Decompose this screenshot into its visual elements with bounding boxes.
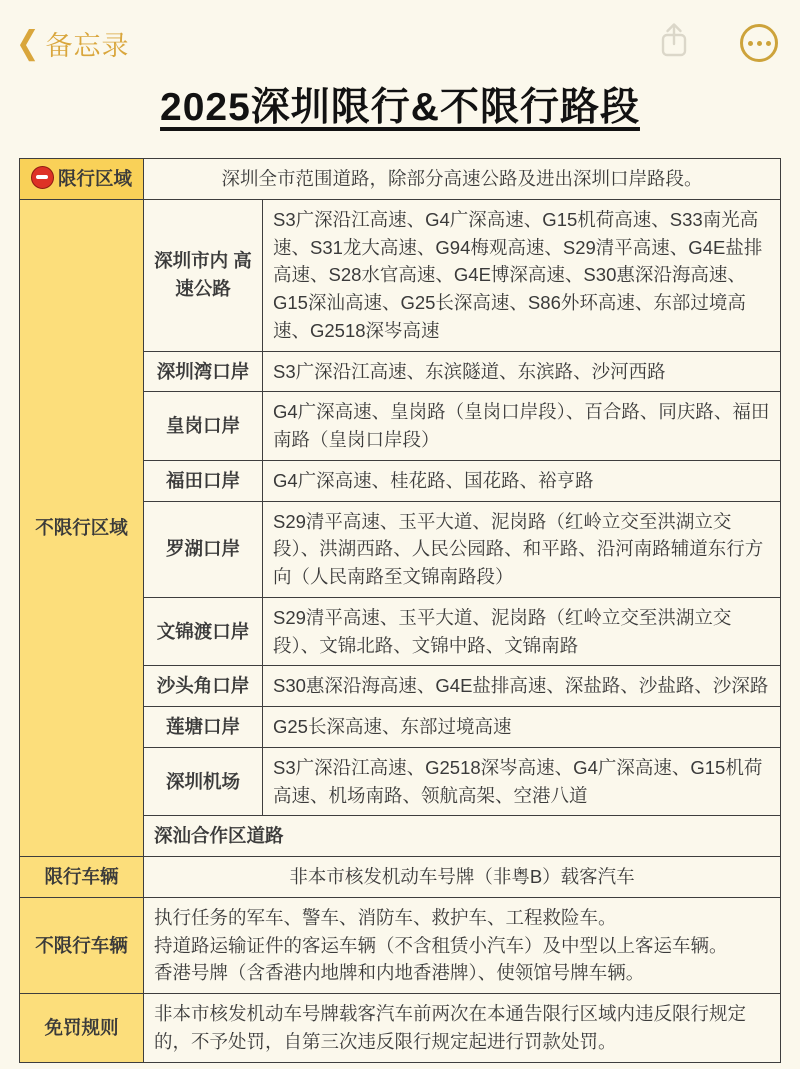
sublabel-shenzhen-bay-port: 深圳湾口岸 xyxy=(144,351,263,392)
sublabel-shenzhen-highways: 深圳市内 高速公路 xyxy=(144,199,263,351)
table-row xyxy=(20,857,781,898)
no-entry-icon xyxy=(31,166,54,189)
restricted-area-label: 限行区域 xyxy=(20,159,144,200)
restricted-area-content: 深圳全市范围道路，除部分高速公路及进出深圳口岸路段。 xyxy=(144,159,781,200)
content-luohu-port: S29清平高速、玉平大道、泥岗路（红岭立交至洪湖立交段）、洪湖西路、人民公园路、和平路、沿河南路辅道东行方向（人民南路至文锦南路段） xyxy=(263,501,781,597)
sublabel-huanggang-port: 皇岗口岸 xyxy=(144,392,263,461)
table-row xyxy=(20,897,781,993)
table-row xyxy=(20,994,781,1063)
sublabel-shenzhen-airport: 深圳机场 xyxy=(144,747,263,816)
unrestricted-vehicles-label: 不限行车辆 xyxy=(20,897,144,993)
unrestricted-vehicles-content xyxy=(144,897,781,993)
back-icon: ❮ xyxy=(16,24,40,61)
unrestricted-vehicles-line: 执行任务的军车、警车、消防车、救护车、工程救险车。 xyxy=(154,906,617,928)
content-shatoujiao-port: S30惠深沿海高速、G4E盐排高速、深盐路、沙盐路、沙深路 xyxy=(263,666,781,707)
restricted-vehicles-content: 非本市核发机动车号牌（非粤B）载客汽车 xyxy=(144,857,781,898)
sublabel-shatoujiao-port: 沙头角口岸 xyxy=(144,666,263,707)
content-wenjindu-port: S29清平高速、玉平大道、泥岗路（红岭立交至洪湖立交段）、文锦北路、文锦中路、文锦南路 xyxy=(263,597,781,666)
unrestricted-vehicles-line: 持道路运输证件的客运车辆（不含租赁小汽车）及中型以上客运车辆。 xyxy=(154,934,728,956)
table-row xyxy=(20,159,781,200)
exemption-rule-label: 免罚规则 xyxy=(20,994,144,1063)
shenshan-cooperation-zone-row: 深汕合作区道路 xyxy=(144,816,781,857)
sublabel-futian-port: 福田口岸 xyxy=(144,460,263,501)
content-shenzhen-highways: S3广深沿江高速、G4广深高速、G15机荷高速、S33南光高速、S31龙大高速、G94梅观高速、S29清平高速、G4E盐排高速、S28水官高速、G4E博深高速、S30惠深沿海高速、G15深汕高速、G25长深高速、S86外环高速、东部过境高速、G2518深岑高速 xyxy=(263,199,781,351)
unrestricted-vehicles-line: 香港号牌（含香港内地牌和内地香港牌）、使领馆号牌车辆。 xyxy=(154,962,645,984)
back-button[interactable] xyxy=(16,24,129,63)
sublabel-wenjindu-port: 文锦渡口岸 xyxy=(144,597,263,666)
content-futian-port: G4广深高速、桂花路、国花路、裕亨路 xyxy=(263,460,781,501)
share-icon[interactable] xyxy=(658,21,690,66)
content-liantang-port: G25长深高速、东部过境高速 xyxy=(263,707,781,748)
page-title: 2025深圳限行&不限行路段 xyxy=(160,86,640,129)
more-options-button[interactable] xyxy=(740,24,778,62)
content-shenzhen-bay-port: S3广深沿江高速、东滨隧道、东滨路、沙河西路 xyxy=(263,351,781,392)
back-label: 备忘录 xyxy=(45,30,130,61)
content-shenzhen-airport: S3广深沿江高速、G2518深岑高速、G4广深高速、G15机荷高速、机场南路、领航高架、空港八道 xyxy=(263,747,781,816)
content-huanggang-port: G4广深高速、皇岗路（皇岗口岸段）、百合路、同庆路、福田南路（皇岗口岸段） xyxy=(263,392,781,461)
restricted-vehicles-label: 限行车辆 xyxy=(20,857,144,898)
navbar xyxy=(0,0,800,66)
sublabel-luohu-port: 罗湖口岸 xyxy=(144,501,263,597)
exemption-rule-content: 非本市核发机动车号牌载客汽车前两次在本通告限行区域内违反限行规定的，不予处罚，自第三次违反限行规定起进行罚款处罚。 xyxy=(144,994,781,1063)
table-row xyxy=(20,199,781,351)
sublabel-liantang-port: 莲塘口岸 xyxy=(144,707,263,748)
unrestricted-area-label: 不限行区域 xyxy=(20,199,144,856)
traffic-rules-table xyxy=(19,158,781,1063)
